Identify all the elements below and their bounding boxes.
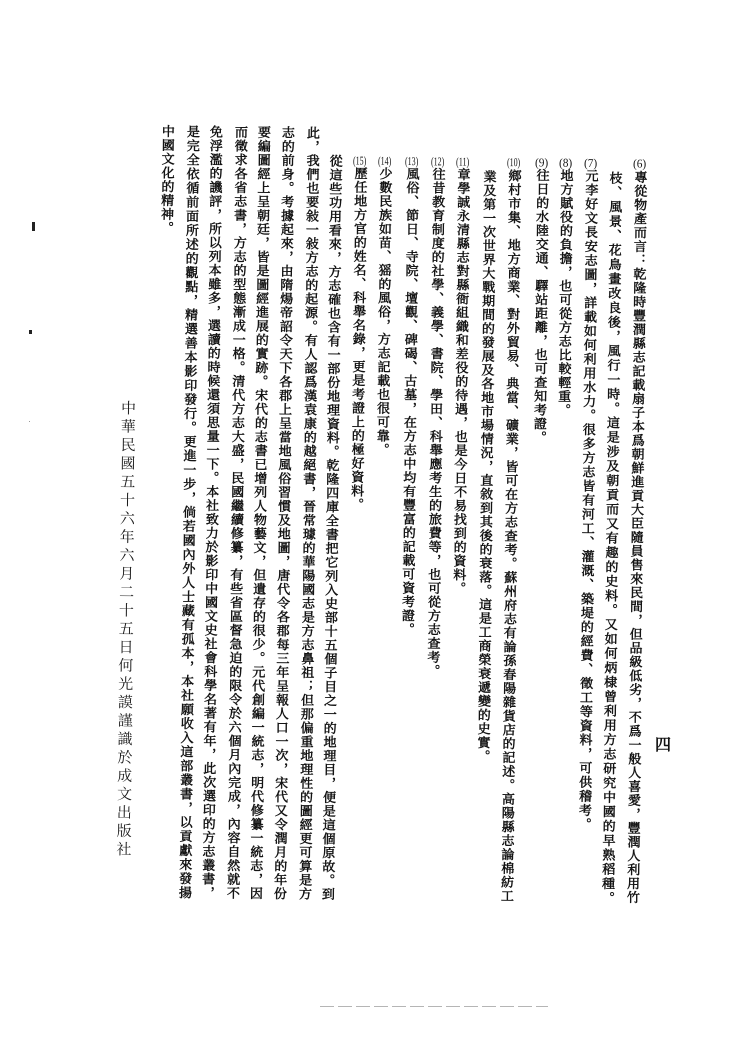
item-7 — [575, 129, 599, 903]
scan-edge-line — [320, 1006, 548, 1007]
paragraph-line-6: 免浮濫的譏評，所以列本雖多，選讀的時候還須思量一下。本社致力於影印中國文史社會科學名著有年，此次選印的方志叢書， — [199, 124, 224, 900]
paragraph-line-4: 要編圖經上呈朝廷，皆是圖經進展的實跡。宋代的志書已增列人物藝文，但遺存的很少。元代創編一統志，明代修纂一統志，因 — [247, 125, 272, 900]
item-text: 少數民族如苗、猺的風俗，方志記載也很可靠。 — [374, 166, 393, 457]
item-text: 歷任地方官的姓名、科舉名錄，更是考證上的極好資料。 — [348, 166, 368, 512]
item-12 — [422, 127, 446, 901]
item-text: 地方賦役的負擔，也可從方志比較輕重。 — [555, 168, 574, 418]
paragraph-line-8: 中國文化的精神。 — [158, 124, 176, 236]
paragraph-line-2: 此，我們也要敍一敍方志的起源。有人認爲漢袁康的越絕書，晉常璩的華陽國志是方志鼻祖；但那偏重地理性的圖經更可算是方 — [296, 125, 321, 901]
item-number: (8) — [558, 156, 573, 169]
item-6-line-1 — [624, 129, 648, 903]
item-13 — [396, 127, 420, 901]
scan-speck — [29, 330, 32, 334]
item-10-line-2: 業及第一次世界大戰期間的發展及各地市場情況，直敘到其後的衰落。這是工商榮衰遞變的史實。 — [475, 169, 497, 764]
paragraph-line-7: 是完全依循前面所述的觀點，精選善本影印發行。更進一步，倘若國內外人士藏有孤本，本社願收入這部叢書，以貢獻來發揚 — [176, 124, 201, 899]
item-text: 風俗、節日、寺院、壇觀、碑碣、古墓，在方志中均有豐富的記載可資考證。 — [399, 167, 420, 637]
item-text: 往昔教育制度的社學、義學、書院、學田、科舉應考生的旅費等，也可從方志查考。 — [425, 167, 446, 679]
item-number: (10) — [506, 156, 521, 169]
paragraph-line-5: 而徵求各省志書，方志的型態漸成一格。清代方志大盛，民國繼續修纂，有些省區督急迫的限令於六個月內完成，內容自然就不 — [224, 125, 249, 900]
signature: 中華民國五十六年六月二十五日何光謨謹識於成文出版社 — [114, 400, 138, 857]
item-number: (6) — [632, 157, 647, 170]
paragraph-line-3: 志的前身。考據起來，由隋煬帝詔令天下各郡上呈當地風俗習慣及地圖，唐代令各郡每三年呈報人口一次，宋代又令潤月的年份 — [271, 125, 296, 900]
item-text: 往日的水陸交通、驛站距離，也可查知考證。 — [531, 168, 550, 445]
item-number: (14) — [377, 154, 392, 167]
item-text: 專從物產而言：乾隆時豐潤縣志記載扇子本爲朝鮮進貢大臣隨員售來民間，但品級低劣，不爲一般人喜愛，豐潤人利用竹 — [624, 170, 648, 904]
item-number: (7) — [583, 156, 598, 170]
item-text: 章學誠永清縣志對縣衙組織和差役的待遇，也是今日不易找到的資料。 — [451, 167, 471, 596]
item-15 — [344, 126, 368, 900]
page-number: 四 — [655, 735, 672, 754]
scan-speck — [32, 222, 35, 231]
item-number: (15) — [352, 154, 367, 167]
item-8 — [550, 129, 574, 903]
item-6-line-2: 枝、風景、花鳥畫改良後，風行一時。這是涉及朝貢而又有趣的史料。又如何炳棣曾利用方志研究中國的早熟稻種。 — [599, 171, 623, 906]
item-11 — [447, 128, 471, 902]
paragraph-line-1: 從這些功用看來，方志確也含有一部份地理資料。乾隆四庫全書把它列入史部十五個子目之一的地理目，便是這個原故。到 — [319, 154, 343, 901]
item-number: (12) — [430, 155, 445, 168]
item-number: (11) — [455, 155, 470, 168]
item-14 — [369, 127, 393, 901]
item-text: 鄉村市集、地方商業、對外貿易、典當、礦業，皆可在方志查考。蘇州府志有論孫春陽雜貨店的記述。高陽縣志論棉紡工 — [498, 168, 522, 903]
item-9 — [526, 128, 550, 902]
item-number: (13) — [404, 155, 419, 168]
scan-speck — [29, 421, 30, 422]
item-text: 元李好文長安志圖，詳載如何利用水力。很多方志皆有河工、灌溉、築堤的經費、徵工等資料，可供稽考。 — [576, 168, 599, 832]
item-10-line-1 — [498, 128, 522, 902]
item-number: (9) — [534, 156, 549, 169]
